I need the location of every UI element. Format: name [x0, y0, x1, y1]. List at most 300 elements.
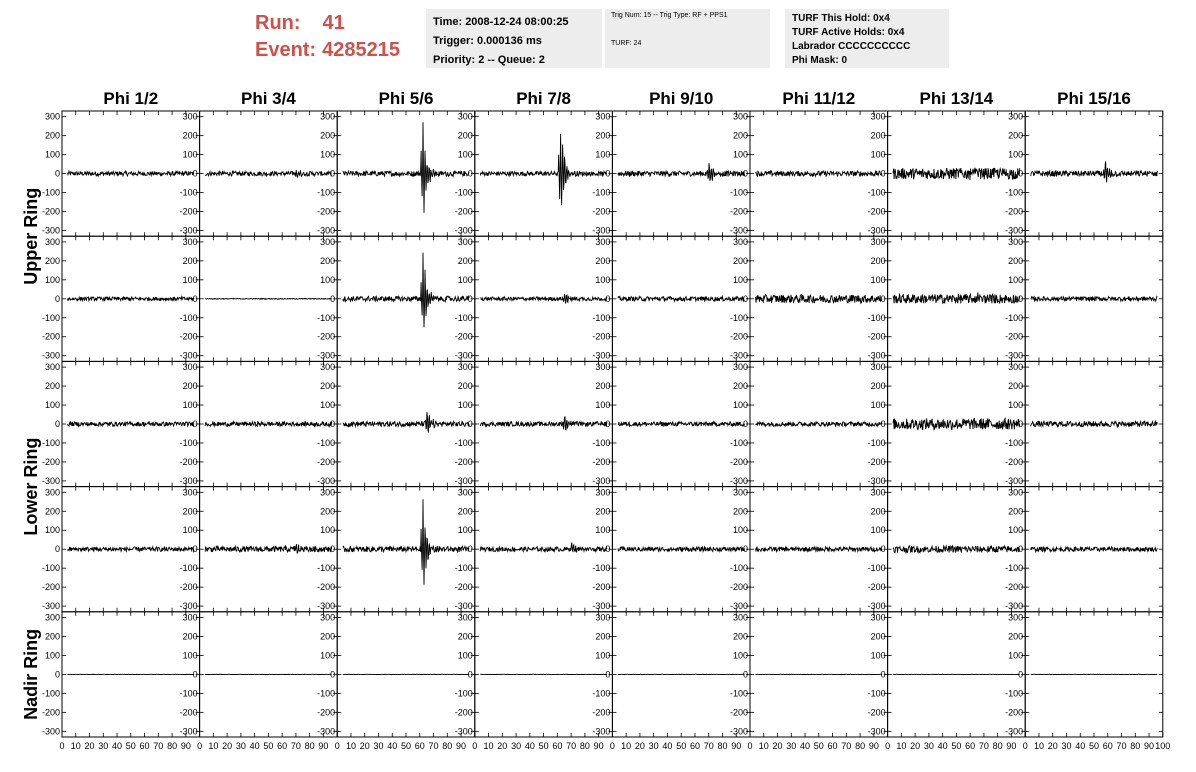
y-tick-label: -200 [454, 206, 473, 217]
run-label-text: Run: [255, 12, 301, 34]
y-tick-label: 200 [1008, 381, 1024, 392]
x-tick-label: 30 [648, 741, 659, 751]
y-tick-label: -100 [179, 437, 198, 448]
x-tick-label: 40 [662, 741, 673, 751]
y-tick-label: -100 [867, 688, 886, 699]
y-tick-label: 100 [1008, 525, 1024, 536]
x-tick-label: 0 [747, 741, 753, 751]
x-tick-label: 90 [1144, 741, 1155, 751]
y-tick-label: 300 [320, 111, 336, 122]
y-tick-label: 200 [1008, 631, 1024, 642]
waveform-trace [480, 543, 607, 552]
y-tick-label: 300 [320, 612, 336, 623]
y-tick-label: -100 [317, 688, 336, 699]
waveform-panel [1005, 111, 1163, 236]
waveform-panel [42, 236, 200, 361]
y-tick-label: -100 [1005, 563, 1024, 574]
y-tick-label: -100 [867, 187, 886, 198]
y-tick-label: 0 [742, 669, 748, 680]
y-tick-label: -200 [592, 582, 611, 593]
y-tick-label: 0 [605, 544, 611, 555]
y-tick-label: 0 [605, 168, 611, 179]
y-tick-label: 300 [595, 487, 611, 498]
y-tick-label: 100 [320, 274, 336, 285]
waveform-panel [180, 361, 338, 486]
y-tick-label: 0 [467, 669, 473, 680]
x-tick-label: 10 [621, 741, 632, 751]
waveform-panel [455, 111, 613, 236]
y-tick-label: 0 [467, 419, 473, 429]
y-tick-label: -200 [1005, 331, 1024, 342]
y-tick-label: 100 [320, 400, 336, 411]
phi-header: Phi 1/2 [103, 89, 159, 108]
y-tick-label: 300 [870, 612, 886, 623]
x-tick-label: 60 [965, 741, 976, 751]
x-tick-label: 70 [703, 741, 714, 751]
x-tick-label: 80 [579, 741, 590, 751]
y-tick-label: 300 [182, 362, 198, 373]
y-tick-label: 0 [330, 419, 336, 429]
x-tick-label: 0 [1022, 741, 1028, 751]
x-tick-label: 30 [1061, 741, 1072, 751]
phi-mask-text: Phi Mask: 0 [792, 55, 848, 66]
y-tick-label: -300 [179, 726, 198, 737]
priority-text: Priority: 2 -- Queue: 2 [433, 54, 545, 66]
y-tick-label: 300 [732, 362, 748, 373]
x-tick-label: 10 [896, 741, 907, 751]
y-tick-label: -200 [41, 331, 60, 342]
y-tick-label: -200 [317, 582, 336, 593]
y-tick-label: -200 [729, 206, 748, 217]
x-tick-label: 90 [180, 741, 191, 751]
y-tick-label: -100 [317, 187, 336, 198]
y-tick-label: -300 [179, 225, 198, 236]
y-tick-label: 0 [1018, 293, 1024, 304]
y-tick-label: 300 [1008, 612, 1024, 623]
y-tick-label: 300 [595, 612, 611, 623]
y-tick-label: -300 [592, 475, 611, 486]
x-tick-label: 80 [1130, 741, 1141, 751]
x-tick-label: 10 [483, 741, 494, 751]
y-tick-label: 300 [457, 362, 473, 373]
y-tick-label: 300 [320, 362, 336, 373]
y-tick-label: -100 [179, 563, 198, 574]
y-tick-label: -300 [1005, 726, 1024, 737]
waveform-panel [42, 612, 200, 737]
waveform-panel [455, 487, 613, 612]
waveform-panel [42, 111, 200, 236]
y-tick-label: -300 [867, 475, 886, 486]
waveform-panel [317, 487, 475, 612]
y-tick-label: 200 [457, 130, 473, 141]
y-tick-label: 0 [880, 419, 886, 429]
y-tick-label: -200 [729, 456, 748, 467]
y-tick-label: 200 [1008, 255, 1024, 266]
y-tick-label: -300 [729, 475, 748, 486]
y-tick-label: 300 [44, 362, 60, 373]
y-tick-label: -200 [179, 707, 198, 718]
y-tick-label: 300 [870, 362, 886, 373]
y-tick-label: 100 [1008, 400, 1024, 411]
y-tick-label: 300 [595, 111, 611, 122]
y-tick-label: 0 [192, 544, 198, 555]
x-tick-label: 80 [992, 741, 1003, 751]
waveform-panel [180, 612, 338, 737]
y-tick-label: 0 [192, 669, 198, 680]
x-tick-label: 40 [249, 741, 260, 751]
y-tick-label: 200 [320, 255, 336, 266]
y-tick-label: -300 [454, 726, 473, 737]
y-tick-label: -300 [867, 726, 886, 737]
y-tick-label: 100 [320, 149, 336, 160]
waveform-trace [618, 163, 745, 181]
waveform-panel [730, 111, 888, 236]
y-tick-label: 300 [182, 612, 198, 623]
waveform-trace [480, 134, 607, 205]
x-tick-label: 80 [855, 741, 866, 751]
y-tick-label: -300 [867, 225, 886, 236]
y-tick-label: 300 [732, 612, 748, 623]
y-tick-label: -100 [729, 312, 748, 323]
y-tick-label: -200 [317, 331, 336, 342]
y-tick-label: -200 [454, 582, 473, 593]
x-tick-label: 80 [717, 741, 728, 751]
y-tick-label: -300 [317, 601, 336, 612]
y-tick-label: 0 [54, 669, 60, 680]
waveform-trace [893, 293, 1020, 304]
y-tick-label: 300 [44, 236, 60, 247]
y-tick-label: 300 [320, 487, 336, 498]
y-tick-label: -100 [592, 563, 611, 574]
y-tick-label: -100 [867, 563, 886, 574]
x-tick-label: 40 [112, 741, 123, 751]
x-tick-label: 10 [345, 741, 356, 751]
y-tick-label: 100 [1008, 149, 1024, 160]
y-tick-label: -200 [867, 331, 886, 342]
y-tick-label: 0 [742, 168, 748, 179]
y-tick-label: 100 [595, 400, 611, 411]
y-tick-label: 300 [870, 236, 886, 247]
y-tick-label: -200 [317, 456, 336, 467]
y-tick-label: 200 [44, 381, 60, 392]
y-tick-label: 100 [182, 274, 198, 285]
x-tick-label: 50 [813, 741, 824, 751]
y-tick-label: 300 [870, 487, 886, 498]
y-tick-label: -100 [317, 437, 336, 448]
phi-header: Phi 3/4 [240, 89, 296, 108]
y-tick-label: -100 [1005, 312, 1024, 323]
y-tick-label: 0 [192, 168, 198, 179]
y-tick-label: -100 [317, 563, 336, 574]
y-tick-label: 200 [44, 255, 60, 266]
y-tick-label: 100 [44, 525, 60, 536]
y-tick-label: 100 [870, 650, 886, 661]
y-tick-label: 200 [182, 631, 198, 642]
y-tick-label: 200 [732, 130, 748, 141]
y-tick-label: -300 [1005, 475, 1024, 486]
y-tick-label: 200 [320, 631, 336, 642]
y-tick-label: -200 [317, 206, 336, 217]
waveform-panel [592, 236, 750, 361]
y-tick-label: -100 [41, 688, 60, 699]
x-tick-label: 0 [609, 741, 615, 751]
waveform-trace [68, 297, 195, 301]
waveform-trace [1031, 162, 1158, 183]
waveform-panel [868, 487, 1026, 612]
y-tick-label: -100 [41, 563, 60, 574]
phi-header: Phi 13/14 [919, 89, 994, 108]
waveform-trace [68, 547, 195, 552]
y-tick-label: 100 [1008, 650, 1024, 661]
y-tick-label: -200 [1005, 456, 1024, 467]
y-tick-label: -300 [729, 225, 748, 236]
y-tick-label: -200 [592, 707, 611, 718]
y-tick-label: -300 [179, 601, 198, 612]
waveform-trace [893, 546, 1020, 553]
y-tick-label: 200 [732, 506, 748, 517]
waveform-trace [480, 294, 607, 304]
x-tick-label: 0 [59, 741, 65, 751]
y-tick-label: 200 [595, 130, 611, 141]
y-tick-label: -100 [1005, 187, 1024, 198]
x-tick-label: 70 [1116, 741, 1127, 751]
y-tick-label: 100 [182, 400, 198, 411]
x-tick-label: 90 [456, 741, 467, 751]
y-tick-label: 100 [457, 149, 473, 160]
y-tick-label: 0 [880, 669, 886, 680]
x-tick-label: 30 [98, 741, 109, 751]
y-tick-label: 100 [457, 525, 473, 536]
waveform-trace [756, 422, 883, 427]
y-tick-label: 200 [457, 255, 473, 266]
y-tick-label: 100 [870, 525, 886, 536]
waveform-trace [343, 412, 470, 432]
y-tick-label: -100 [41, 312, 60, 323]
y-tick-label: -300 [317, 350, 336, 361]
waveform-panel [592, 361, 750, 486]
y-tick-label: 100 [595, 274, 611, 285]
y-tick-label: -200 [454, 331, 473, 342]
y-tick-label: -100 [592, 688, 611, 699]
y-tick-label: -300 [592, 726, 611, 737]
y-tick-label: 200 [595, 506, 611, 517]
y-tick-label: -100 [317, 312, 336, 323]
y-tick-label: 200 [182, 506, 198, 517]
x-tick-label: 80 [304, 741, 315, 751]
y-tick-label: 0 [605, 669, 611, 680]
y-tick-label: 300 [457, 612, 473, 623]
x-tick-label: 0 [472, 741, 478, 751]
y-tick-label: -200 [1005, 206, 1024, 217]
x-tick-label: 80 [167, 741, 178, 751]
y-tick-label: -100 [454, 312, 473, 323]
y-tick-label: -300 [41, 726, 60, 737]
y-tick-label: -100 [729, 563, 748, 574]
waveform-trace [893, 168, 1020, 181]
y-tick-label: -100 [454, 563, 473, 574]
x-tick-label: 90 [593, 741, 604, 751]
waveform-trace [1031, 421, 1158, 427]
waveform-panel [592, 612, 750, 737]
waveform-trace [756, 295, 883, 303]
trig-type-text: Trig Num: 15 -- Trig Type: RF + PPS1 [611, 12, 728, 19]
y-tick-label: 100 [320, 525, 336, 536]
y-tick-label: -100 [179, 312, 198, 323]
time-text: Time: 2008-12-24 08:00:25 [433, 16, 569, 28]
waveform-panel [42, 361, 200, 486]
x-tick-label: 40 [800, 741, 811, 751]
y-tick-label: 0 [467, 168, 473, 179]
y-tick-label: 100 [457, 650, 473, 661]
waveform-panel [1005, 612, 1163, 737]
x-tick-label: 50 [538, 741, 549, 751]
y-tick-label: 200 [595, 381, 611, 392]
turf-hold-text: TURF This Hold: 0x4 [792, 13, 890, 24]
event-label-text: Event: [255, 39, 317, 61]
x-tick-label: 20 [222, 741, 233, 751]
x-tick-label: 30 [786, 741, 797, 751]
waveform-panel [868, 612, 1026, 737]
y-tick-label: -200 [179, 582, 198, 593]
y-tick-label: 0 [1018, 669, 1024, 680]
y-tick-label: -200 [867, 456, 886, 467]
y-tick-label: 0 [330, 293, 336, 304]
x-tick-label: 60 [827, 741, 838, 751]
y-tick-label: 100 [595, 650, 611, 661]
y-tick-label: -100 [592, 437, 611, 448]
x-tick-label: 60 [689, 741, 700, 751]
x-tick-label: 100 [1155, 741, 1171, 751]
y-tick-label: -100 [454, 688, 473, 699]
y-tick-label: 300 [595, 362, 611, 373]
x-tick-label: 40 [1075, 741, 1086, 751]
waveform-panel [455, 361, 613, 486]
y-tick-label: -100 [867, 312, 886, 323]
y-tick-label: -300 [179, 475, 198, 486]
y-tick-label: 100 [732, 274, 748, 285]
y-tick-label: -100 [41, 187, 60, 198]
waveform-panel [455, 612, 613, 737]
y-tick-label: 100 [870, 149, 886, 160]
y-tick-label: -100 [729, 688, 748, 699]
y-tick-label: -300 [317, 726, 336, 737]
x-tick-label: 0 [334, 741, 340, 751]
y-tick-label: -300 [317, 225, 336, 236]
waveform-panel [1005, 361, 1163, 486]
x-tick-label: 0 [197, 741, 203, 751]
y-tick-label: 100 [182, 650, 198, 661]
y-tick-label: 0 [742, 419, 748, 429]
y-tick-label: 200 [732, 631, 748, 642]
x-tick-label: 10 [70, 741, 81, 751]
trigger-text: Trigger: 0.000136 ms [433, 35, 542, 47]
y-tick-label: 300 [870, 111, 886, 122]
y-tick-label: 300 [1008, 111, 1024, 122]
y-tick-label: 200 [457, 631, 473, 642]
y-tick-label: -200 [729, 582, 748, 593]
waveform-panel [1005, 487, 1163, 612]
y-tick-label: 0 [467, 544, 473, 555]
y-tick-label: 200 [182, 130, 198, 141]
x-tick-label: 20 [1047, 741, 1058, 751]
y-tick-label: 200 [44, 130, 60, 141]
run-number: 41 [322, 12, 345, 34]
y-tick-label: 200 [182, 255, 198, 266]
y-tick-label: -100 [41, 437, 60, 448]
waveform-trace [343, 122, 470, 213]
y-tick-label: -300 [41, 225, 60, 236]
y-tick-label: -100 [179, 688, 198, 699]
waveform-panel [317, 236, 475, 361]
y-tick-label: 0 [54, 168, 60, 179]
x-tick-label: 50 [125, 741, 136, 751]
y-tick-label: 300 [44, 612, 60, 623]
waveform-panel [317, 111, 475, 236]
y-tick-label: -300 [454, 225, 473, 236]
x-tick-label: 50 [1088, 741, 1100, 751]
waveform-panel [42, 487, 200, 612]
y-tick-label: -200 [867, 582, 886, 593]
y-tick-label: -200 [179, 456, 198, 467]
y-tick-label: -100 [867, 437, 886, 448]
y-tick-label: 300 [182, 111, 198, 122]
x-tick-label: 70 [566, 741, 577, 751]
waveform-trace [618, 297, 745, 302]
x-tick-label: 70 [290, 741, 301, 751]
y-tick-label: 300 [732, 487, 748, 498]
ring-label: Nadir Ring [21, 628, 41, 720]
y-tick-label: -200 [454, 456, 473, 467]
waveform-panel [180, 487, 338, 612]
y-tick-label: -200 [41, 707, 60, 718]
waveform-trace [205, 298, 332, 299]
y-tick-label: -300 [317, 475, 336, 486]
y-tick-label: 300 [44, 487, 60, 498]
x-tick-label: 30 [511, 741, 522, 751]
y-tick-label: -300 [454, 350, 473, 361]
y-tick-label: -300 [454, 601, 473, 612]
y-tick-label: 200 [595, 631, 611, 642]
y-tick-label: -200 [729, 331, 748, 342]
y-tick-label: 0 [880, 168, 886, 179]
y-tick-label: 300 [732, 236, 748, 247]
y-tick-label: 200 [870, 631, 886, 642]
y-tick-label: -200 [729, 707, 748, 718]
waveform-trace [893, 418, 1020, 429]
waveform-trace [618, 547, 745, 552]
waveform-panel [868, 361, 1026, 486]
y-tick-label: 0 [605, 419, 611, 429]
x-tick-label: 30 [923, 741, 934, 751]
x-tick-label: 10 [208, 741, 219, 751]
phi-header: Phi 7/8 [516, 89, 572, 108]
y-tick-label: 100 [457, 274, 473, 285]
y-tick-label: -200 [454, 707, 473, 718]
y-tick-label: -200 [867, 707, 886, 718]
y-tick-label: 200 [732, 255, 748, 266]
waveform-panel [868, 236, 1026, 361]
y-tick-label: -100 [592, 312, 611, 323]
y-tick-label: 200 [320, 506, 336, 517]
y-tick-label: 300 [457, 236, 473, 247]
x-tick-label: 40 [387, 741, 398, 751]
y-tick-label: -300 [1005, 350, 1024, 361]
y-tick-label: -300 [592, 350, 611, 361]
y-tick-label: -200 [1005, 582, 1024, 593]
y-tick-label: 100 [182, 149, 198, 160]
x-tick-label: 90 [731, 741, 742, 751]
y-tick-label: 100 [1008, 274, 1024, 285]
